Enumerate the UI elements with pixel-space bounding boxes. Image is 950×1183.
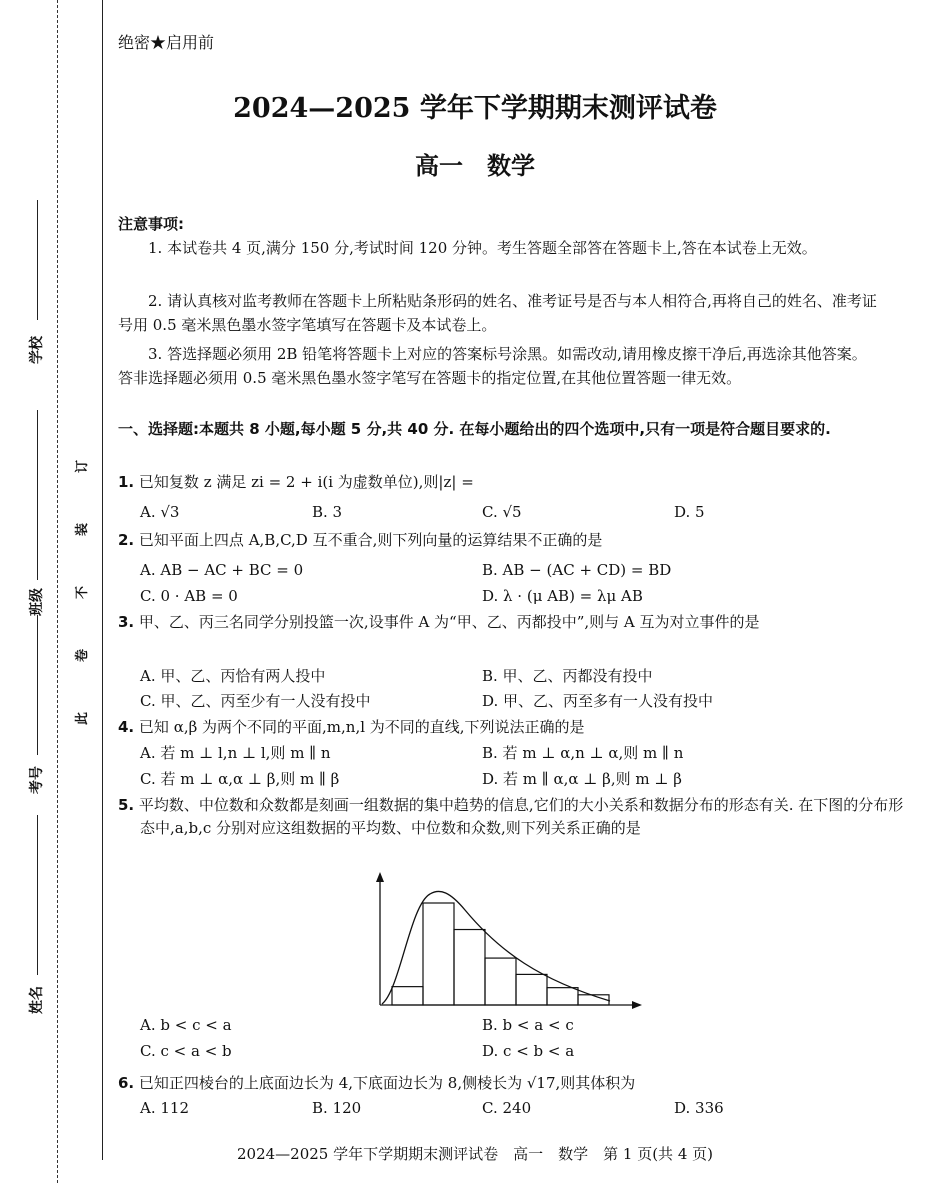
question-stem: 平均数、中位数和众数都是刻画一组数据的集中趋势的信息,它们的大小关系和数据分布的形态有关. 在下图的分布形态中,a,b,c 分别对应这组数据的平均数、中位数和众数,则下列关系正确的是 (138, 796, 904, 837)
option-b: B. 3 (312, 503, 343, 521)
histogram-bar (392, 987, 423, 1005)
histogram-bar (454, 930, 485, 1005)
histogram-bar (516, 974, 547, 1005)
option-a: A. √3 (140, 503, 180, 521)
option-b: B. 若 m ⊥ α,n ⊥ α,则 m ∥ n (482, 744, 684, 762)
option-d: D. c < b < a (482, 1042, 575, 1060)
binding-char: 订 (75, 459, 91, 474)
histogram-bar (547, 988, 578, 1005)
class-blank[interactable] (37, 410, 38, 580)
option-c: C. c < a < b (140, 1042, 232, 1060)
histogram-bar (485, 958, 516, 1005)
distribution-figure (370, 870, 650, 1010)
notes-heading: 注意事项: (118, 215, 184, 233)
question-number: 3. (118, 613, 135, 631)
option-b: B. b < a < c (482, 1016, 574, 1034)
option-d: D. 若 m ∥ α,α ⊥ β,则 m ⊥ β (482, 770, 682, 788)
question-1 (118, 471, 883, 494)
option-a: A. b < c < a (140, 1016, 232, 1034)
x-axis-arrow (632, 1001, 642, 1009)
option-d: D. λ · (μ AB) = λμ AB (482, 587, 643, 605)
binding-char: 装 (75, 522, 91, 537)
option-a: A. 甲、乙、丙恰有两人投中 (140, 667, 326, 685)
option-b: B. AB − (AC + CD) = BD (482, 561, 672, 579)
option-b: B. 120 (312, 1099, 362, 1117)
question-number: 4. (118, 718, 135, 736)
option-a: A. 若 m ⊥ l,n ⊥ l,则 m ∥ n (140, 744, 331, 762)
question-number: 6. (118, 1074, 135, 1092)
question-stem: 已知正四棱台的上底面边长为 4,下底面边长为 8,侧棱长为 √17,则其体积为 (138, 1074, 636, 1092)
option-c: C. 若 m ⊥ α,α ⊥ β,则 m ∥ β (140, 770, 340, 788)
option-c: C. 0 · AB = 0 (140, 587, 238, 605)
note-item: 2. 请认真核对监考教师在答题卡上所粘贴条形码的姓名、准考证号是否与本人相符合,再将自己的姓名、准考证号用 0.5 毫米黑色墨水签字笔填写在答题卡及本试卷上。 (118, 292, 877, 334)
school-blank[interactable] (37, 200, 38, 320)
option-d: D. 336 (674, 1099, 724, 1117)
option-b: B. 甲、乙、丙都没有投中 (482, 667, 653, 685)
histogram-bar (423, 903, 454, 1005)
exam-no-blank[interactable] (37, 615, 38, 755)
page-subtitle: 高一 数学 (415, 152, 535, 180)
secret-label: 绝密★启用前 (118, 33, 215, 52)
option-c: C. 甲、乙、丙至少有一人没有投中 (140, 692, 371, 710)
page-footer: 2024—2025 学年下学期期末测评试卷 高一 数学 第 1 页(共 4 页) (237, 1145, 713, 1163)
exam-no-label: 考号 (29, 766, 45, 794)
option-c: C. √5 (482, 503, 522, 521)
binding-char: 此 (75, 711, 91, 726)
question-number: 1. (118, 473, 135, 491)
school-label: 学校 (29, 336, 45, 364)
question-6 (118, 1072, 883, 1095)
question-number: 5. (118, 796, 135, 814)
name-blank[interactable] (37, 815, 38, 975)
note-item: 3. 答选择题必须用 2B 铅笔将答题卡上对应的答案标号涂黑。如需改动,请用橡皮擦干净后,再选涂其他答案。答非选择题必须用 0.5 毫米黑色墨水签字笔写在答题卡的指定位置,在其他位置答题一律无效。 (118, 345, 867, 387)
class-label: 班级 (29, 588, 45, 616)
option-d: D. 5 (674, 503, 705, 521)
option-c: C. 240 (482, 1099, 532, 1117)
name-label: 姓名 (29, 986, 45, 1014)
option-a: A. AB − AC + BC = 0 (140, 561, 304, 579)
question-5 (118, 794, 905, 840)
page-title: 2024—2025 学年下学期期末测评试卷 (233, 93, 717, 124)
question-stem: 已知平面上四点 A,B,C,D 互不重合,则下列向量的运算结果不正确的是 (138, 531, 603, 549)
question-stem: 甲、乙、丙三名同学分别投篮一次,设事件 A 为“甲、乙、丙都投中”,则与 A 互为对立事件的是 (138, 613, 760, 631)
question-number: 2. (118, 531, 135, 549)
binding-char: 不 (75, 585, 91, 600)
question-stem: 已知 α,β 为两个不同的平面,m,n,l 为不同的直线,下列说法正确的是 (138, 718, 585, 736)
section-heading: 一、选择题:本题共 8 小题,每小题 5 分,共 40 分. 在每小题给出的四个选项中,只有一项是符合题目要求的. (118, 420, 831, 438)
option-a: A. 112 (140, 1099, 189, 1117)
option-d: D. 甲、乙、丙至多有一人没有投中 (482, 692, 714, 710)
question-3 (118, 611, 905, 634)
question-4 (118, 716, 883, 739)
binding-char: 卷 (75, 648, 91, 663)
question-stem: 已知复数 z 满足 zi = 2 + i(i 为虚数单位),则|z| = (138, 473, 474, 491)
question-2 (118, 529, 883, 552)
y-axis-arrow (376, 872, 384, 882)
note-item: 1. 本试卷共 4 页,满分 150 分,考试时间 120 分钟。考生答题全部答在答题卡上,答在本试卷上无效。 (148, 239, 817, 257)
